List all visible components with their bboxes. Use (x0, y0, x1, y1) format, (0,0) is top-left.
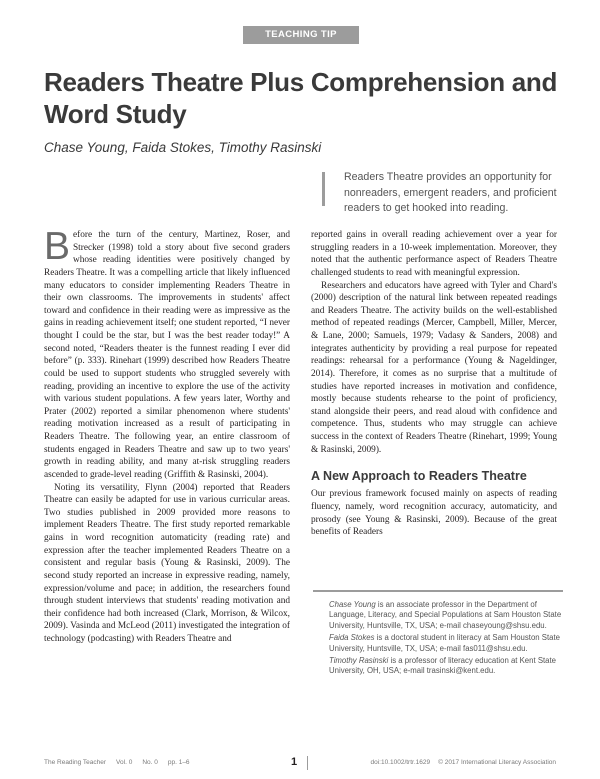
drop-cap: B (44, 225, 71, 268)
footer-meta (362, 759, 556, 766)
bio-1 (329, 600, 563, 631)
footer-citation (44, 759, 200, 766)
body-column-right (311, 229, 557, 539)
footer-divider (307, 756, 308, 770)
footer-journal: The Reading Teacher (44, 759, 107, 766)
paragraph-1 (44, 225, 290, 482)
bio-1-name: Chase Young (329, 600, 376, 609)
bio-2 (329, 633, 563, 654)
article-title: Readers Theatre Plus Comprehension and Word Study (44, 67, 558, 129)
footer-volume: Vol. 0 (116, 759, 133, 766)
page-number: 1 (291, 756, 298, 768)
bio-1-text: is an associate professor in the Department of Language, Literacy, and Special Populations at Sam Houston State University, Huntsville, TX, USA; e-mail chaseyoung@shsu.edu. (329, 600, 562, 630)
bio-2-text: is a doctoral student in literacy at Sam Houston State University, Huntsville, TX, USA; e-mail fas011@shsu.edu. (329, 633, 561, 653)
bio-2-name: Faida Stokes (329, 633, 375, 643)
bio-3 (329, 656, 563, 677)
body-column-left (44, 225, 290, 646)
abstract: Readers Theatre provides an opportunity for nonreaders, emergent readers, and proficient readers to get hooked into reading. (344, 171, 557, 214)
author-list: Chase Young, Faida Stokes, Timothy Rasinski (44, 140, 322, 155)
paragraph-4: Researchers and educators have agreed with Tyler and Chard's (2000) description of the natural link between repeated readings and Readers Theatre. The activity builds on the well-established method of repeated readings (Mercer, Campbell, Miller, Mercer, & Lane, 2000; Samuels, 1979; Vadasy & Sanders, 2008) and integrates authenticity by providing a real purpose for repeated readings: rehearsal for a performance (Young & Nageldinger, 2014). Therefore, it comes as no surprise that a multitude of studies have reported increases in motivation and confidence, mostly because students rehearse to the point of proficiency, stand alongside their peers, and read aloud with confidence and competence. Thus, students who may struggle can achieve success in the context of Readers Theatre (Rinehart, 1999; Young & Rasinski, 2009). (311, 280, 557, 455)
bio-3-name: Timothy Rasinski (329, 656, 389, 666)
paragraph-2: Noting its versatility, Flynn (2004) reported that Readers Theatre can easily be adapted for use in various curricular areas. Two studies published in 2009 provided more reasons to implement Readers Theatre. The first study reported remarkable gains in word recognition automaticity (reading rate) and expression after the teacher implemented Readers Theatre on a consistent and regular basis (Young & Rasinski, 2009). The second study reported an increase in expressive reading, namely, expression/volume and pace; in addition, the researchers found through student interviews that students' reading motivation and their confidence had both increased (Clark, Morrison, & Wilcox, 2009). Vasinda and McLeod (2011) investigated the integration of technology (podcasting) with Readers Theatre and (44, 482, 290, 644)
paragraph-1-text: efore the turn of the century, Martinez, Roser, and Strecker (1998) told a story about five second graders whose reading identities were positively changed by Readers Theatre. It was a compelling article that likely influenced many educators to consider implementing Readers Theatre in their own classrooms. The improvements in students' affect toward and confidence in their reading were as impressive as the gains in reading achievement itself; one student reported, “I never thought I could be the star, but I was the best reader today!” A second noted, “Readers theater is the funnest reading I ever did before” (p. 333). Rinehart (1999) described how Readers Theatre could be used to support students who struggled severely with reading, providing an incentive to explore the use of the activity with various student populations. A few years later, Worthy and Prater (2002) reported a similar phenomenon where students' reading motivation increased as a result of participating in Readers Theatre. The following year, an entire classroom of students engaged in Readers Theatre and saw up to two years' growth in reading ability, and many at-risk struggling readers ascended to grade-level reading (Griffith & Rasinski, 2004). (44, 230, 290, 480)
bio-3-text: is a professor of literacy education at Kent State University, OH, USA; e-mail trasinski@kent.edu. (329, 656, 557, 676)
footer-issue: No. 0 (142, 759, 158, 766)
section-heading: A New Approach to Readers Theatre (311, 469, 527, 484)
paragraph-5: Our previous framework focused mainly on aspects of reading fluency, namely, word recognition accuracy, automaticity, and prosody (see Young & Rasinski, 2009). Because of the great benefits of Readers (311, 489, 557, 538)
page-footer (0, 756, 600, 772)
paragraph-3: reported gains in overall reading achievement over a year for struggling readers in a 10-week implementation. Moreover, they noted that the authentic performance aspect of Readers Theatre challenged students to read with meaningful expression. (311, 230, 557, 278)
section-tag: TEACHING TIP (243, 26, 359, 44)
footer-copyright: © 2017 International Literacy Association (438, 759, 556, 766)
footer-doi: doi:10.1002/trtr.1629 (370, 759, 431, 766)
author-bios (313, 590, 563, 742)
footer-pages: pp. 1–6 (167, 759, 190, 766)
